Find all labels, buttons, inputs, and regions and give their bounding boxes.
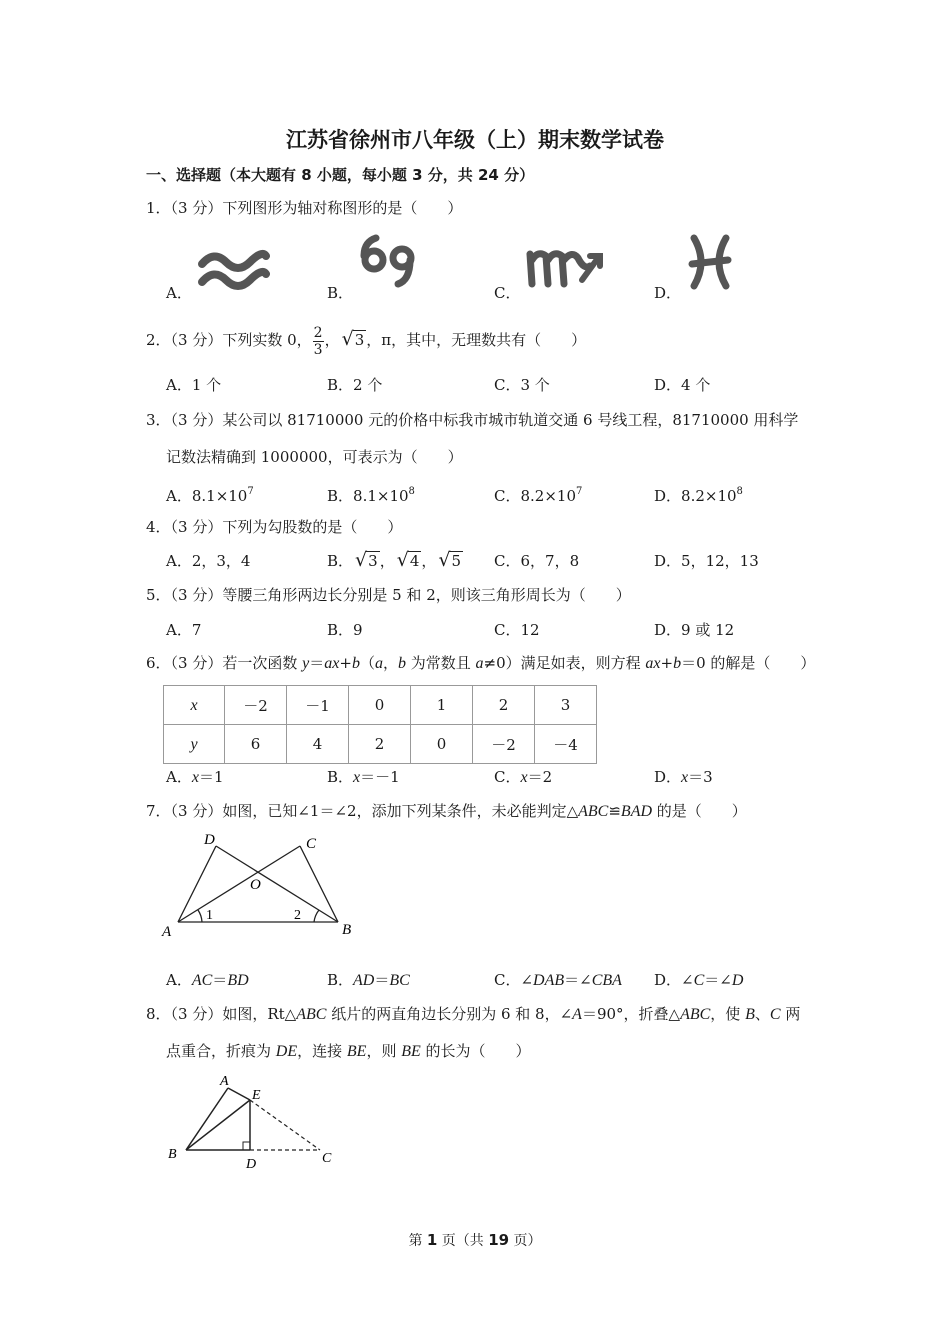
vertex-d-label: D (246, 1157, 257, 1172)
table-header-cell (164, 725, 225, 764)
table-row-y (164, 725, 597, 764)
page-footer (0, 1230, 950, 1250)
q7-a-eq: ＝ (212, 971, 228, 989)
figure-q7-triangles (160, 826, 370, 944)
q3-d-exponent: 8 (736, 486, 743, 497)
var-x: x (191, 769, 199, 786)
table-cell: －4 (535, 725, 597, 764)
q6-d-label: D． (654, 768, 682, 786)
q7-option-b (327, 970, 410, 991)
q6-text: ＝ (309, 654, 325, 672)
q3-option-b (327, 482, 415, 506)
q3-a-exponent: 7 (247, 486, 254, 497)
q4-option-d: D．5，12，13 (654, 552, 759, 570)
q3-option-a (166, 482, 254, 506)
page-total: 19 (488, 1231, 510, 1249)
q6-d-value: ＝3 (688, 768, 713, 786)
var-y: y (190, 735, 198, 753)
q3-c-exponent: 7 (576, 486, 583, 497)
q7-c-right: CBA (591, 972, 622, 989)
q7-c-eq: ＝∠ (564, 971, 592, 989)
footer-text: 页） (509, 1233, 542, 1249)
q6-a-value: ＝1 (198, 768, 224, 786)
var-b: B (745, 1006, 755, 1023)
q3-b-base: B．8.1×10 (327, 487, 409, 505)
q7-b-left: AD (353, 972, 375, 989)
vertex-c-label: C (306, 836, 317, 852)
q6-text: ≠0）满足如表，则方程 (483, 654, 646, 672)
q8-text: ，连接 (297, 1042, 347, 1060)
q8-text: ＝90°，折叠△ (581, 1005, 681, 1023)
q4-option-c: C．6，7，8 (494, 552, 580, 570)
table-cell: －2 (473, 725, 535, 764)
q6-text: （ (359, 654, 375, 672)
fraction-denominator: 3 (313, 341, 323, 358)
var-a: a (475, 655, 484, 672)
table-cell: 0 (349, 686, 411, 725)
q6-b-value: ＝－1 (360, 768, 400, 786)
q6-text: ＝0 的解是（ ） (681, 654, 816, 672)
value-table (163, 685, 597, 764)
q1-option-d-label: D． (654, 284, 682, 302)
q6-b-label: B． (327, 768, 354, 786)
var-abc: ABC (578, 803, 609, 820)
sqrt-radicand: 3 (368, 552, 378, 570)
sqrt-five: √5 (438, 549, 462, 571)
var-x: x (520, 769, 528, 786)
q6-option-b (327, 767, 400, 788)
question-4-stem: 4．（3 分）下列为勾股数的是（ ） (146, 518, 403, 536)
q7-a-right: BD (227, 972, 249, 989)
q8-text: 的长为（ ） (420, 1042, 531, 1060)
q6-a-label: A． (166, 768, 192, 786)
q7-b-eq: ＝ (374, 971, 390, 989)
q3-d-base: D．8.2×10 (654, 487, 737, 505)
vertex-a-label: A (162, 924, 172, 940)
table-cell: －1 (287, 686, 349, 725)
var-b: b (397, 655, 406, 672)
q2-option-c: C．3 个 (494, 376, 550, 394)
q7-text: 7．（3 分）如图，已知∠1＝∠2，添加下列某条件，未必能判定△ (146, 802, 579, 820)
var-x: x (681, 769, 689, 786)
vertex-d-label: D (204, 832, 215, 848)
q7-d-left: C (693, 972, 705, 989)
q8-text: ，使 (710, 1005, 746, 1023)
q7-option-c (494, 970, 622, 991)
q2-option-a: A．1 个 (166, 376, 222, 394)
q7-option-d (654, 970, 743, 991)
footer-text: 第 (408, 1233, 427, 1249)
q2-option-d: D．4 个 (654, 376, 711, 394)
var-b: b (351, 655, 360, 672)
var-c: C (769, 1006, 781, 1023)
q6-c-label: C． (494, 768, 521, 786)
q7-option-a (166, 970, 249, 991)
cancer-symbol-icon (358, 232, 420, 290)
sqrt-three: √3 (355, 549, 378, 571)
q4-b-separator: ， (379, 552, 395, 570)
vertex-a-label: A (220, 1074, 229, 1089)
q2-stem-post: ，π，其中，无理数共有（ ） (366, 331, 587, 349)
question-3-line-2: 记数法精确到 1000000，可表示为（ ） (166, 448, 463, 466)
table-cell: 2 (473, 686, 535, 725)
question-6-stem (146, 653, 815, 674)
var-a: A (572, 1006, 582, 1023)
question-3-line-1: 3．（3 分）某公司以 81710000 元的价格中标我市城市轨道交通 6 号线工程，81710000 用科学 (146, 411, 799, 429)
q3-b-exponent: 8 (408, 486, 415, 497)
var-y: y (302, 655, 310, 672)
table-cell: 0 (411, 725, 473, 764)
q5-option-c: C．12 (494, 621, 540, 639)
question-2-stem (146, 320, 586, 360)
q7-d-label: D．∠ (654, 971, 694, 989)
var-a: a (374, 655, 383, 672)
table-cell: 6 (225, 725, 287, 764)
q7-text: 的是（ ） (652, 802, 747, 820)
table-cell: 2 (349, 725, 411, 764)
q1-option-b-label: B． (327, 284, 354, 302)
var-be: BE (401, 1043, 421, 1060)
q8-text: 8．（3 分）如图，Rt△ (146, 1005, 297, 1023)
q7-b-label: B． (327, 971, 354, 989)
section-heading-choice: 一、选择题（本大题有 8 小题，每小题 3 分，共 24 分） (146, 166, 535, 184)
q3-option-d (654, 482, 743, 506)
table-row-x (164, 686, 597, 725)
q2-option-b: B．2 个 (327, 376, 383, 394)
question-7-stem (146, 801, 747, 822)
q7-b-right: BC (389, 972, 410, 989)
question-8-line-1 (146, 1004, 800, 1025)
exam-title: 江苏省徐州市八年级（上）期末数学试卷 (286, 128, 664, 152)
q1-option-a-label: A． (166, 284, 192, 302)
q7-c-left: DAB (533, 972, 565, 989)
q7-d-right: D (731, 972, 744, 989)
q4-option-a: A．2，3，4 (166, 552, 251, 570)
table-cell: 1 (411, 686, 473, 725)
q6-option-c (494, 767, 552, 788)
vertex-e-label: E (252, 1088, 261, 1103)
q8-text: 、 (754, 1005, 770, 1023)
pisces-symbol-icon (686, 232, 734, 292)
sqrt-radicand: 4 (409, 552, 420, 570)
q5-option-b: B．9 (327, 621, 363, 639)
q6-text: ， (382, 654, 398, 672)
vertex-b-label: B (342, 922, 352, 938)
q5-option-a: A．7 (166, 621, 202, 639)
vertex-o-label: O (250, 877, 261, 893)
table-cell: 3 (535, 686, 597, 725)
fraction-numerator: 2 (313, 324, 323, 341)
var-b: b (673, 655, 682, 672)
var-ax: ax (324, 655, 340, 672)
q8-text: ，则 (366, 1042, 402, 1060)
q7-a-left: AC (191, 972, 213, 989)
var-abc: ABC (680, 1006, 711, 1023)
q6-option-a (166, 767, 224, 788)
q3-c-base: C．8.2×10 (494, 487, 576, 505)
page-number: 1 (426, 1231, 438, 1249)
q2-stem-pre: 2．（3 分）下列实数 0， (146, 331, 312, 349)
var-ax: ax (645, 655, 661, 672)
var-be: BE (346, 1043, 367, 1060)
q4-b-separator: ， (421, 552, 437, 570)
q6-text: 6．（3 分）若一次函数 (146, 654, 303, 672)
table-header-cell (164, 686, 225, 725)
vertex-c-label: C (322, 1151, 332, 1166)
vertex-b-label: B (168, 1147, 177, 1162)
fraction-two-thirds (313, 325, 324, 358)
var-de: DE (275, 1043, 298, 1060)
question-5-stem: 5．（3 分）等腰三角形两边长分别是 5 和 2，则该三角形周长为（ ） (146, 586, 631, 604)
table-cell: －2 (225, 686, 287, 725)
q7-congruent-sign: ≌ (608, 802, 621, 820)
var-x: x (190, 696, 198, 714)
q2-separator: ， (324, 331, 340, 349)
q7-d-eq: ＝∠ (704, 971, 732, 989)
q4-b-label: B． (327, 552, 354, 570)
q1-option-c-label: C． (494, 284, 521, 302)
figure-q8-folded-triangle (162, 1068, 342, 1172)
angle-1-label: 1 (206, 908, 213, 923)
q4-option-b (327, 546, 463, 575)
q6-text: + (339, 654, 352, 672)
scorpio-symbol-icon (524, 240, 610, 292)
q5-option-d: D．9 或 12 (654, 621, 735, 639)
var-abc: ABC (296, 1006, 327, 1023)
sqrt-radicand: 3 (354, 331, 365, 349)
q8-text: 纸片的两直角边长分别为 6 和 8，∠ (326, 1005, 573, 1023)
q6-text: 为常数且 (405, 654, 476, 672)
table-cell: 4 (287, 725, 349, 764)
var-x: x (353, 769, 361, 786)
sqrt-four: √4 (396, 549, 420, 571)
sqrt-radicand: 5 (451, 552, 462, 570)
q7-c-label: C．∠ (494, 971, 534, 989)
sqrt-three: √3 (341, 328, 365, 350)
footer-text: 页（共 (437, 1233, 489, 1249)
q8-text: 点重合，折痕为 (166, 1042, 276, 1060)
question-8-line-2 (166, 1041, 531, 1062)
q3-option-c (494, 482, 582, 506)
q6-text: + (660, 654, 674, 672)
q6-option-d (654, 767, 713, 788)
q6-c-value: ＝2 (527, 768, 553, 786)
aquarius-symbol-icon (196, 246, 272, 292)
q3-a-base: A．8.1×10 (166, 487, 248, 505)
var-bad: BAD (620, 803, 653, 820)
question-1-stem: 1．（3 分）下列图形为轴对称图形的是（ ） (146, 199, 463, 217)
q8-text: 两 (780, 1005, 801, 1023)
q7-a-label: A． (166, 971, 192, 989)
angle-2-label: 2 (294, 908, 301, 923)
